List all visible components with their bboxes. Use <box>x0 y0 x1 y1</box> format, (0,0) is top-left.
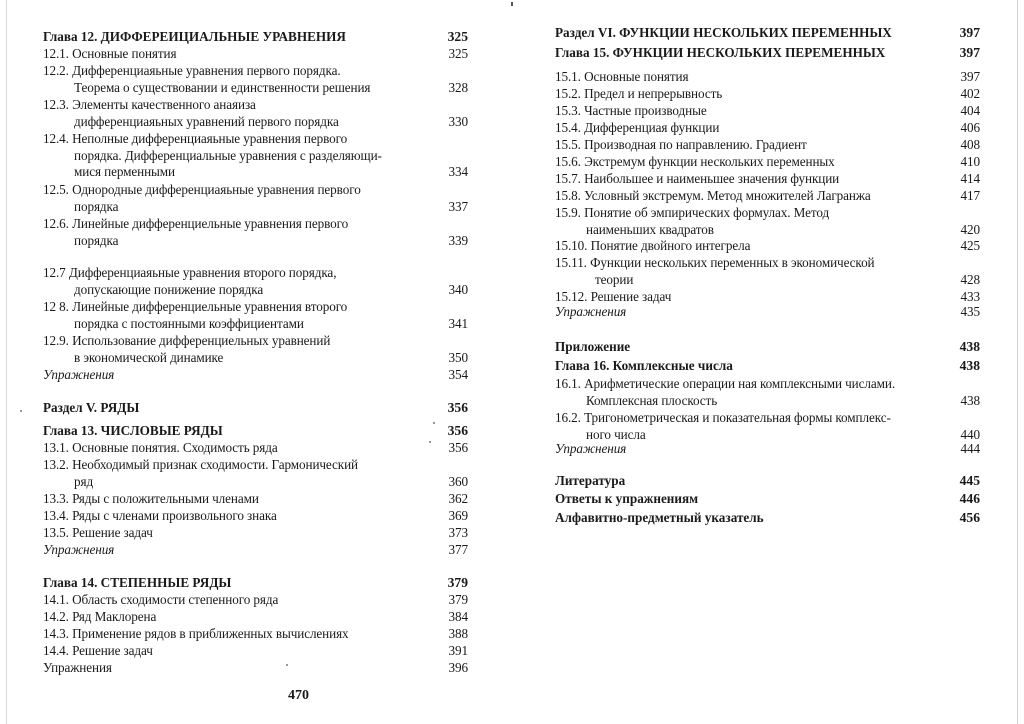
toc-entry-part-5[interactable] <box>43 400 468 417</box>
toc-entry-page: 334 <box>448 164 468 180</box>
toc-entry-section-15-3[interactable] <box>555 103 980 120</box>
toc-entry-title: Алфавитно-предметный указатель <box>555 510 764 525</box>
toc-entry-title-continuation: ного числа <box>586 426 646 442</box>
toc-entry-section-12-7[interactable] <box>43 265 468 298</box>
toc-entry-section-15-8[interactable] <box>555 188 980 205</box>
toc-entry-page: 356 <box>447 423 468 438</box>
toc-entry-page: 337 <box>448 198 468 214</box>
toc-entry-page: 428 <box>960 271 980 287</box>
toc-entry-section-15-9[interactable] <box>555 205 980 238</box>
toc-entry-section-15-7[interactable] <box>555 171 980 188</box>
toc-entry-chapter-16[interactable] <box>555 358 980 375</box>
toc-entry-title-continuation: Комплексная плоскость <box>586 392 718 408</box>
toc-entry-title: Глава 14. СТЕПЕННЫЕ РЯДЫ <box>43 575 232 590</box>
scan-artifact <box>20 410 22 412</box>
toc-entry-title: Глава 15. ФУНКЦИИ НЕСКОЛЬКИХ ПЕРЕМЕННЫХ <box>555 45 886 60</box>
toc-entry-appendix[interactable] <box>555 339 980 356</box>
toc-entry-section-15-5[interactable] <box>555 137 980 154</box>
toc-entry-section-15-4[interactable] <box>555 120 980 137</box>
toc-entry-page: 404 <box>960 103 980 118</box>
toc-entry-title: 13.4. Ряды с членами произвольного знака <box>43 508 277 523</box>
toc-entry-title-continuation: порядка <box>74 232 119 248</box>
toc-entry-page: 435 <box>960 304 980 319</box>
toc-entry-chapter-15[interactable] <box>555 45 980 62</box>
toc-entry-page: 379 <box>448 592 468 607</box>
toc-entry-section-12-1[interactable] <box>43 46 468 63</box>
toc-entry-page: 339 <box>448 232 468 248</box>
toc-entry-section-15-2[interactable] <box>555 86 980 103</box>
toc-entry-page: 354 <box>448 367 468 382</box>
toc-entry-page: 445 <box>959 473 980 488</box>
toc-entry-title-line: 12 8. Линейные дифференциельные уравнения второго <box>43 299 348 314</box>
toc-entry-title-continuation: ряд <box>74 473 94 489</box>
toc-entry-section-13-3[interactable] <box>43 491 468 508</box>
toc-entry-title-line: 12.2. Дифференциаяьные уравнения первого порядка. <box>43 63 341 78</box>
toc-entry-section-13-2[interactable] <box>43 457 468 490</box>
toc-entry-title: 15.1. Основные понятия <box>555 69 689 84</box>
toc-entry-title: 13.3. Ряды с положительными членами <box>43 491 259 506</box>
toc-entry-title-continuation: теории <box>595 271 634 287</box>
toc-entry-title-line: 15.11. Функции нескольких переменных в экономической <box>555 255 875 270</box>
toc-entry-page: 369 <box>448 508 468 523</box>
toc-entry-title <box>43 63 468 96</box>
toc-entry-title-line: 12.9. Использование дифференциельных уравнений <box>43 333 331 348</box>
toc-entry-title: 15.7. Наибольшее и наименьшее значения функции <box>555 171 840 186</box>
toc-entry-page: 325 <box>447 29 468 44</box>
toc-entry-page: 397 <box>959 25 980 40</box>
toc-entry-exercises-14[interactable] <box>43 660 468 677</box>
toc-entry-page: 438 <box>960 392 980 408</box>
toc-entry-title: Литература <box>555 473 626 488</box>
toc-entry-title-continuation: допускающие понижение порядка <box>74 281 264 297</box>
toc-entry-title: 15.6. Экстремум функции нескольких переменных <box>555 154 835 169</box>
toc-entry-page: 402 <box>960 86 980 101</box>
toc-entry-title <box>555 376 980 409</box>
toc-entry-title: 14.4. Решение задач <box>43 643 153 658</box>
toc-entry-title-continuation: в экономической динамике <box>74 349 224 365</box>
toc-entry-title: 13.1. Основные понятия. Сходимость ряда <box>43 440 278 455</box>
toc-entry-title <box>43 457 468 490</box>
toc-entry-title-line: 12.6. Линейные дифференциельные уравнения первого <box>43 216 349 231</box>
page-number: 470 <box>288 688 309 703</box>
toc-entry-exercises-13[interactable] <box>43 542 468 559</box>
toc-entry-section-14-4[interactable] <box>43 643 468 660</box>
toc-entry-page: 325 <box>448 46 468 61</box>
toc-entry-title-line: 15.9. Понятие об эмпирических формулах. Метод <box>555 205 830 220</box>
toc-entry-chapter-13[interactable] <box>43 423 468 440</box>
toc-entry-title-line: 16.2. Тригонометрическая и показательная формы комплекс- <box>555 410 891 425</box>
toc-entry-title: 15.8. Условный экстремум. Метод множителей Лагранжа <box>555 188 871 203</box>
toc-entry-title: 14.3. Применение рядов в приближенных вычислениях <box>43 626 349 641</box>
toc-entry-page: 388 <box>448 626 468 641</box>
toc-entry-title <box>43 131 468 181</box>
toc-entry-title-line: 12.4. Неполные дифференциаяьные уравнения первого <box>43 131 348 146</box>
toc-entry-section-15-11[interactable] <box>555 255 980 288</box>
toc-entry-page: 341 <box>448 315 468 331</box>
toc-entry-page: 397 <box>959 45 980 60</box>
toc-entry-title: Глава 13. ЧИСЛОВЫЕ РЯДЫ <box>43 423 223 438</box>
toc-entry-section-13-1[interactable] <box>43 440 468 457</box>
toc-entry-page: 373 <box>448 525 468 540</box>
toc-entry-title <box>43 265 468 298</box>
toc-entry-section-16-2[interactable] <box>555 410 980 443</box>
toc-entry-part-6[interactable] <box>555 25 980 42</box>
toc-entry-title-continuation: мися перменными <box>74 164 175 180</box>
toc-entry-page: 328 <box>448 79 468 95</box>
toc-entry-title-line: 12.3. Элементы качественного анаяиза <box>43 97 256 112</box>
toc-entry-page: 438 <box>959 358 980 373</box>
toc-entry-exercises-12[interactable] <box>43 367 468 384</box>
toc-entry-title <box>555 205 980 238</box>
toc-entry-page: 379 <box>447 575 468 590</box>
toc-entry-chapter-14[interactable] <box>43 575 468 592</box>
toc-entry-title-continuation: порядка. Дифференциальные уравнения с разделяющи- <box>74 147 382 163</box>
toc-entry-title <box>43 182 468 215</box>
toc-entry-title: 12.1. Основные понятия <box>43 46 177 61</box>
toc-entry-title: Глава 12. ДИФФЕРЕИЦИАЛЬНЫЕ УРАВНЕНИЯ <box>43 29 346 44</box>
toc-entry-section-12-5[interactable] <box>43 182 468 215</box>
toc-entry-title: 13.5. Решение задач <box>43 525 153 540</box>
toc-entry-title: Раздел VI. ФУНКЦИИ НЕСКОЛЬКИХ ПЕРЕМЕННЫХ <box>555 25 892 40</box>
toc-entry-title: Упражнения <box>43 660 112 675</box>
toc-entry-title: 14.2. Ряд Маклорена <box>43 609 157 624</box>
toc-entry-page: 362 <box>448 491 468 506</box>
toc-entry-title <box>555 410 980 443</box>
toc-entry-title: Глава 16. Комплексные числа <box>555 358 733 373</box>
toc-entry-title-line: 12.7 Дифференциаяьные уравнения второго порядка, <box>43 265 337 280</box>
toc-entry-page: 340 <box>448 281 468 297</box>
toc-entry-page: 360 <box>448 473 468 489</box>
toc-entry-title <box>555 255 980 288</box>
toc-entry-section-13-5[interactable] <box>43 525 468 542</box>
toc-entry-section-12-6[interactable] <box>43 216 468 249</box>
toc-entry-title: 14.1. Область сходимости степенного ряда <box>43 592 279 607</box>
toc-entry-section-15-1[interactable] <box>555 69 980 86</box>
toc-entry-title: 15.3. Частные производные <box>555 103 707 118</box>
toc-entry-title: 15.4. Дифференциая функции <box>555 120 720 135</box>
toc-entry-exercises-15[interactable] <box>555 304 980 321</box>
toc-entry-title: Упражнения <box>43 367 115 382</box>
toc-entry-page: 420 <box>960 221 980 237</box>
toc-entry-index[interactable] <box>555 510 980 527</box>
toc-entry-page: 350 <box>448 349 468 365</box>
toc-entry-section-14-3[interactable] <box>43 626 468 643</box>
toc-entry-title-continuation: Теорема о существовании и единственности решения <box>74 79 371 95</box>
toc-entry-title: 15.12. Решение задач <box>555 289 672 304</box>
toc-entry-title-continuation: наименьших квадратов <box>586 221 714 237</box>
toc-entry-page: 397 <box>960 69 980 84</box>
toc-entry-title-continuation: порядка <box>74 198 119 214</box>
toc-entry-page: 440 <box>960 426 980 442</box>
toc-entry-section-15-10[interactable] <box>555 238 980 255</box>
toc-entry-page: 438 <box>959 339 980 354</box>
toc-entry-section-14-2[interactable] <box>43 609 468 626</box>
toc-entry-literature[interactable] <box>555 473 980 490</box>
toc-entry-page: 456 <box>959 510 980 525</box>
toc-entry-page: 410 <box>960 154 980 169</box>
toc-entry-title: Ответы к упражнениям <box>555 491 699 506</box>
toc-entry-title-continuation: дифференциаяьных уравнений первого порядка <box>74 113 339 129</box>
toc-entry-title: Упражнения <box>555 304 627 319</box>
toc-entry-page: 417 <box>960 188 980 203</box>
toc-entry-title: 15.10. Понятие двойного интегрела <box>555 238 751 253</box>
toc-entry-title <box>43 333 468 366</box>
scan-edge-right <box>1017 0 1018 724</box>
toc-entry-section-12-2[interactable] <box>43 63 468 96</box>
toc-entry-page: 330 <box>448 113 468 129</box>
toc-entry-page: 425 <box>960 238 980 253</box>
toc-entry-title: Приложение <box>555 339 631 354</box>
toc-entry-title-line: 16.1. Арифметические операции ная комплексными числами. <box>555 376 896 391</box>
toc-entry-section-12-3[interactable] <box>43 97 468 130</box>
toc-entry-page: 414 <box>960 171 980 186</box>
toc-entry-section-16-1[interactable] <box>555 376 980 409</box>
toc-entry-page: 356 <box>448 440 468 455</box>
toc-entry-page: 356 <box>447 400 468 415</box>
toc-entry-title-line: 12.5. Однородные дифференциаяьные уравнения первого <box>43 182 361 197</box>
toc-entry-title: 15.5. Производная по направлению. Градиент <box>555 137 807 152</box>
toc-entry-title-continuation: порядка с постоянными коэффициентами <box>74 315 304 331</box>
toc-entry-title: Упражнения <box>43 542 115 557</box>
toc-entry-page: 391 <box>448 643 468 658</box>
toc-entry-title: Раздел V. РЯДЫ <box>43 400 140 415</box>
toc-entry-page: 396 <box>448 660 468 675</box>
toc-entry-page: 377 <box>448 542 468 557</box>
toc-entry-section-12-9[interactable] <box>43 333 468 366</box>
toc-entry-page: 406 <box>960 120 980 135</box>
toc-entry-title: Упражнения <box>555 441 627 456</box>
toc-entry-title <box>43 299 468 332</box>
toc-entry-exercises-16[interactable] <box>555 441 980 458</box>
toc-entry-section-12-8[interactable] <box>43 299 468 332</box>
toc-entry-title <box>43 216 468 249</box>
toc-entry-section-13-4[interactable] <box>43 508 468 525</box>
toc-entry-title-line: 13.2. Необходимый признак сходимости. Гармонический <box>43 457 358 472</box>
toc-entry-title: 15.2. Предел и непрерывность <box>555 86 723 101</box>
toc-entry-title <box>43 97 468 130</box>
toc-entry-page: 444 <box>960 441 980 456</box>
toc-entry-answers[interactable] <box>555 491 980 508</box>
toc-entry-section-12-4[interactable] <box>43 131 468 181</box>
scan-artifact <box>511 2 513 6</box>
scan-edge-left <box>6 0 7 724</box>
toc-entry-page: 384 <box>448 609 468 624</box>
toc-entry-section-15-6[interactable] <box>555 154 980 171</box>
toc-entry-section-14-1[interactable] <box>43 592 468 609</box>
toc-entry-chapter-12[interactable] <box>43 29 468 46</box>
toc-entry-page: 433 <box>960 289 980 304</box>
toc-entry-page: 446 <box>959 491 980 506</box>
toc-entry-page: 408 <box>960 137 980 152</box>
